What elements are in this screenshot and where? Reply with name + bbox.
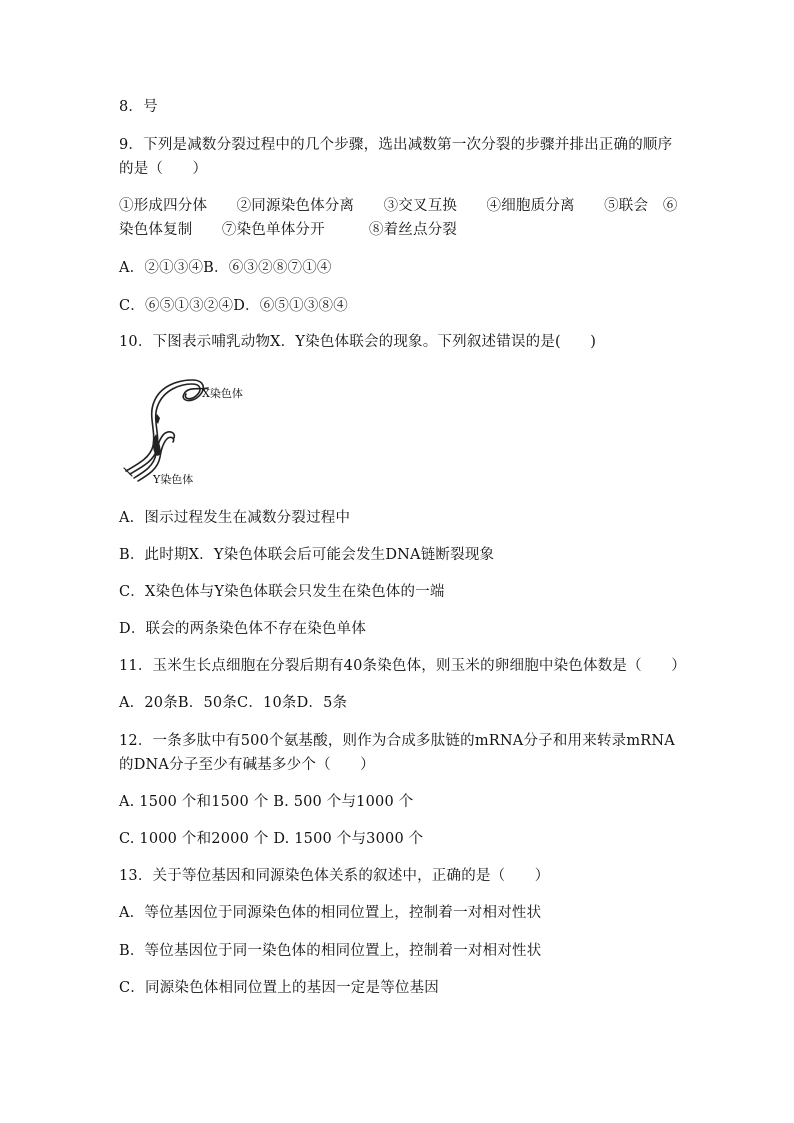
line-q10-stem: 10．下图表示哺乳动物X．Y染色体联会的现象。下列叙述错误的是( ) [119,334,597,350]
line-q9-stem-2: 的是（ ） [119,161,208,177]
line-q9-options-cd: C．⑥⑤①③②④D．⑥⑤①③⑧④ [119,298,348,314]
line-q10-option-d: D．联会的两条染色体不存在染色单体 [119,621,367,637]
line-q9-options-ab: A．②①③④B．⑥③②⑧⑦①④ [119,260,332,276]
line-q11-stem: 11．玉米生长点细胞在分裂后期有40条染色体，则玉米的卵细胞中染色体数是（ ） [119,658,686,674]
line-q8: 8．号 [119,99,158,115]
line-q13-option-c: C．同源染色体相同位置上的基因一定是等位基因 [119,980,439,996]
x-chromosome-strand-inner [130,384,200,474]
line-q12-options-cd: C. 1000 个和2000 个 D. 1500 个与3000 个 [119,831,424,847]
line-q9-stem-1: 9．下列是减数分裂过程中的几个步骤，选出减数第一次分裂的步骤并排出正确的顺序 [119,137,673,153]
line-q13-stem: 13．关于等位基因和同源染色体关系的叙述中，正确的是（ ） [119,868,550,884]
line-q12-stem-1: 12．一条多肽中有500个氨基酸，则作为合成多肽链的mRNA分子和用来转录mRNA [119,733,675,749]
line-q12-options-ab: A. 1500 个和1500 个 B. 500 个与1000 个 [119,794,414,810]
xy-synapsis-figure [120,368,260,490]
x-chromosome-label: X染色体 [202,387,243,400]
line-q12-stem-2: 的DNA分子至少有碱基多少个（ ） [119,757,375,773]
y-chromosome-label: Y染色体 [153,473,194,486]
line-q9-steps-1: ①形成四分体 ②同源染色体分离 ③交叉互换 ④细胞质分离 ⑤联会 ⑥ [119,198,678,214]
line-q13-option-b: B．等位基因位于同一染色体的相同位置上，控制着一对相对性状 [119,943,542,959]
line-q10-option-b: B．此时期X．Y染色体联会后可能会发生DNA链断裂现象 [119,547,495,563]
line-q10-option-c: C．X染色体与Y染色体联会只发生在染色体的一端 [119,584,445,600]
line-q10-option-a: A．图示过程发生在减数分裂过程中 [119,510,351,526]
line-q11-options: A．20条B．50条C．10条D．5条 [119,695,348,711]
line-q9-steps-2: 染色体复制 ⑦染色单体分开 ⑧着丝点分裂 [119,222,458,238]
line-q13-option-a: A．等位基因位于同源染色体的相同位置上，控制着一对相对性状 [119,905,542,921]
